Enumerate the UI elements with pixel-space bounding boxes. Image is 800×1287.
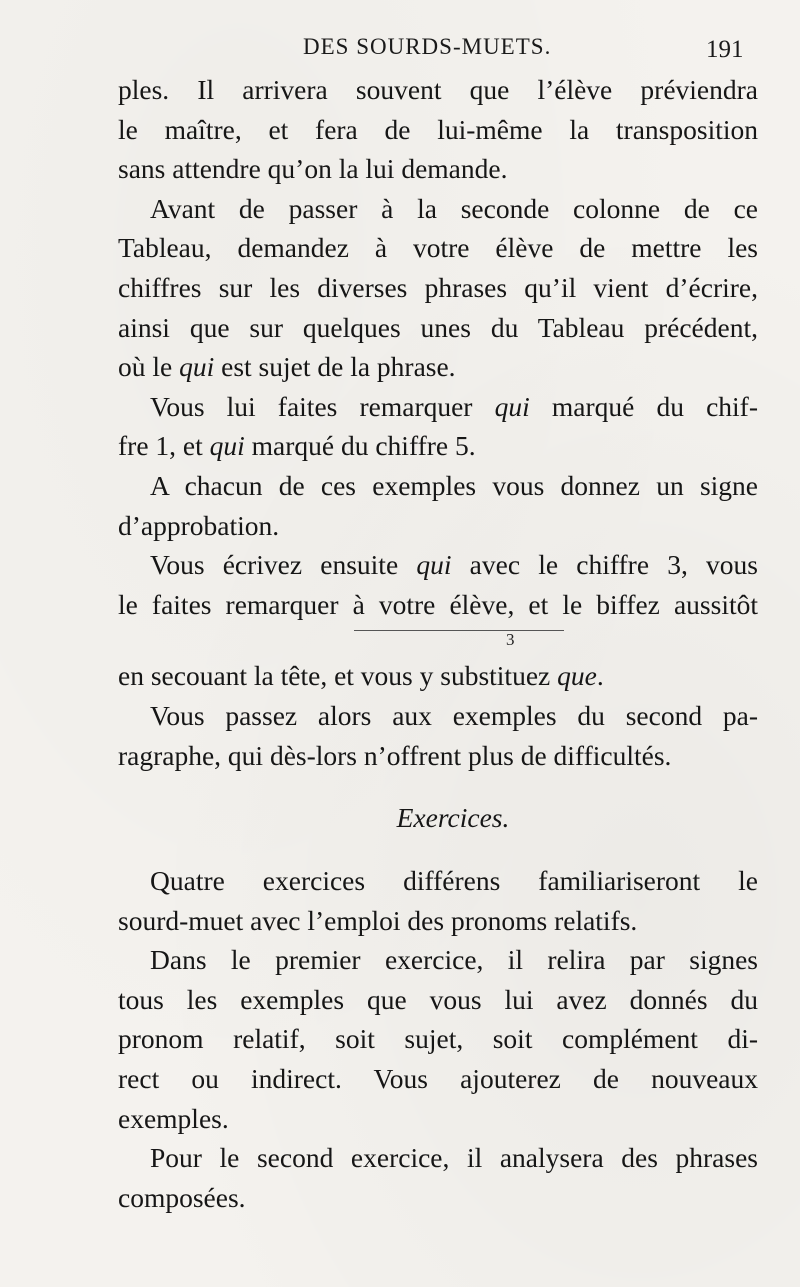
text-line: sourd-muet avec l’emploi des pronoms relatifs. — [118, 904, 638, 936]
italic-word: qui — [494, 390, 530, 422]
text-line: exemples. — [118, 1102, 229, 1134]
text-line: A chacun de ces exemples vous donnez un signe — [150, 469, 758, 501]
text-line: ainsi que sur quelques unes du Tableau précédent, — [118, 311, 758, 343]
text-line: Vous lui faites remarquer qui marqué du chif- — [150, 390, 758, 422]
page-number: 191 — [706, 36, 744, 63]
text-line: fre 1, et qui marqué du chiffre 5. — [118, 430, 476, 462]
text-line: composées. — [118, 1181, 246, 1213]
running-title: DES SOURDS-MUETS. — [303, 34, 552, 59]
strikeout-line — [354, 630, 564, 631]
text-line: Tableau, demandez à votre élève de mettre les — [118, 232, 758, 264]
text-line: tous les exemples que vous lui avez donnés du — [118, 983, 758, 1015]
italic-word: que — [557, 660, 597, 692]
body-text — [118, 70, 758, 1217]
running-header — [0, 32, 800, 68]
text-line: Avant de passer à la seconde colonne de ce — [150, 192, 758, 224]
text-line: rect ou indirect. Vous ajouterez de nouveaux — [118, 1063, 758, 1095]
italic-word: qui — [416, 549, 452, 581]
text-line: Dans le premier exercice, il relira par signes — [150, 944, 758, 976]
text-line: d’approbation. — [118, 509, 280, 541]
text-line: le faites remarquer à votre élève, et le biffez aussitôt — [118, 588, 758, 620]
text-line: pronom relatif, soit sujet, soit complément di- — [118, 1023, 758, 1055]
text-line: sans attendre qu’on la lui demande. — [118, 153, 508, 185]
text-line: chiffres sur les diverses phrases qu’il vient d’écrire, — [118, 271, 758, 303]
text-line: le maître, et fera de lui-même la transposition — [118, 113, 758, 145]
text-line: Vous écrivez ensuite qui avec le chiffre 3, vous — [150, 549, 758, 581]
superscript-mark: 3 — [506, 630, 515, 650]
text-line: Pour le second exercice, il analysera des phrases — [150, 1142, 758, 1174]
strikeout-annotation — [118, 624, 758, 656]
text-line: ples. Il arrivera souvent que l’élève préviendra — [118, 74, 758, 105]
text-line: en secouant la tête, et vous y substituez que. — [118, 660, 604, 692]
italic-word: qui — [179, 351, 215, 383]
italic-word: qui — [209, 430, 245, 462]
text-line: où le qui est sujet de la phrase. — [118, 351, 456, 383]
text-line: Quatre exercices différens familiariseront le — [150, 865, 758, 897]
section-heading: Exercices. — [396, 802, 510, 834]
text-line: ragraphe, qui dès-lors n’offrent plus de difficultés. — [118, 739, 672, 771]
text-line: Vous passez alors aux exemples du second pa- — [150, 699, 758, 731]
